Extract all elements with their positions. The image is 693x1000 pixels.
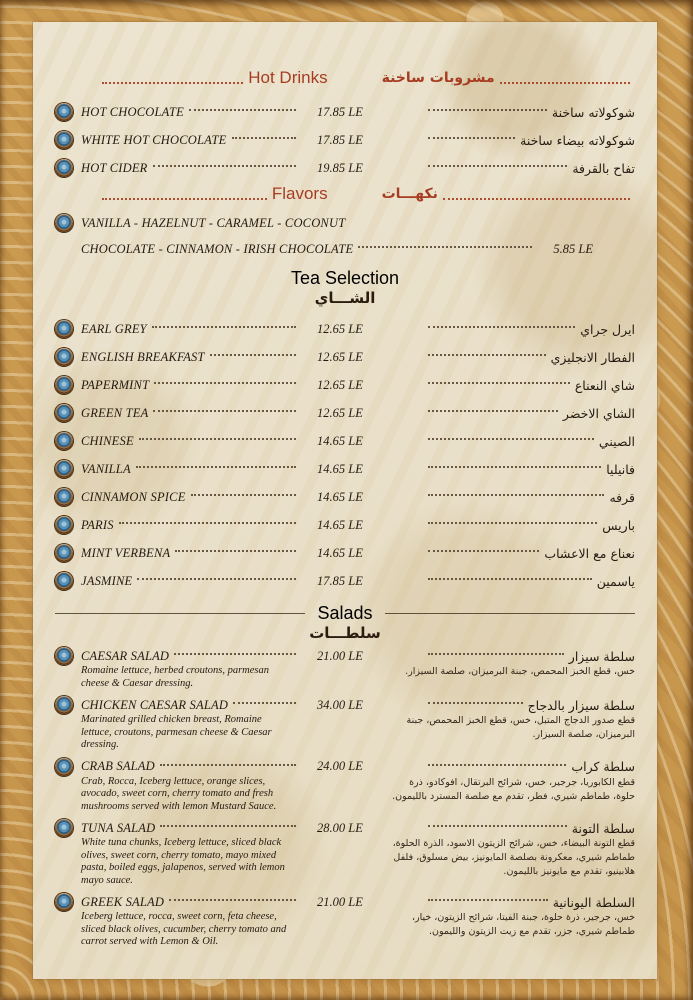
item-name-ar: تفاح بالقرفة (572, 160, 635, 176)
item-price: 17.85 LE (317, 573, 363, 588)
item-price: 12.65 LE (317, 321, 363, 336)
item-english-column (55, 572, 301, 590)
item-name-ar: فانيليا (606, 461, 635, 477)
dotted-leader (428, 438, 594, 440)
item-arabic-column (423, 518, 635, 533)
brand-badge-icon (55, 159, 73, 177)
dotted-leader (160, 764, 296, 766)
item-name-en: EARL GREY (81, 321, 147, 336)
flavors-header (55, 184, 635, 204)
salad-description-row (55, 776, 635, 814)
dotted-leader (428, 653, 564, 655)
item-name-ar: سلطة سيزار (568, 648, 635, 664)
dotted-leader (500, 82, 630, 84)
item-price: 14.65 LE (317, 489, 363, 504)
item-name-ar: سلطة كراب (571, 759, 635, 774)
item-arabic-column (423, 105, 635, 120)
hot-drinks-items (55, 98, 635, 182)
tea-selection-header (55, 268, 635, 309)
salad-menu-item (55, 893, 635, 949)
flavor-line-text: CHOCOLATE - CINNAMON - IRISH CHOCOLATE (81, 241, 354, 256)
item-name-en: HOT CHOCOLATE (81, 104, 184, 119)
item-english-column (55, 544, 301, 562)
item-english-column (55, 758, 301, 776)
dotted-leader (428, 382, 570, 384)
item-name-en: CRAB SALAD (81, 759, 155, 773)
salad-menu-item (55, 696, 635, 752)
dotted-leader (428, 522, 597, 524)
salad-description-ar: قطع صدور الدجاج المتبل، خس، قطع الخبز المحمص، جبنة البرميزان، صلصة السيزار. (406, 715, 635, 740)
item-name-en: CHINESE (81, 433, 134, 448)
horizontal-rule (385, 613, 635, 614)
item-english-column (55, 131, 301, 149)
item-name-en: CAESAR SALAD (81, 648, 170, 663)
menu-item-row (55, 315, 635, 343)
item-english-column (55, 320, 301, 338)
dotted-leader (119, 522, 296, 524)
item-name-en: ENGLISH BREAKFAST (81, 349, 205, 364)
dotted-leader (428, 410, 558, 412)
menu-item-row (55, 343, 635, 371)
item-name-en: CINNAMON SPICE (81, 489, 186, 504)
item-arabic-column (423, 895, 635, 910)
item-price: 14.65 LE (317, 517, 363, 532)
brand-badge-icon (55, 696, 73, 714)
item-name-en: PARIS (81, 517, 114, 532)
section-salads (55, 603, 635, 949)
item-arabic-column (423, 133, 635, 148)
salad-menu-item (55, 819, 635, 887)
brand-badge-icon (55, 320, 73, 338)
dotted-leader (175, 550, 296, 552)
brand-badge-icon (55, 647, 73, 665)
section-hot-drinks (55, 68, 635, 182)
item-english-column (55, 432, 301, 450)
salad-description-row (55, 837, 635, 887)
menu-page (33, 22, 657, 979)
item-name-en: GREEN TEA (81, 405, 149, 420)
item-arabic-column (423, 378, 635, 393)
item-price: 17.85 LE (317, 132, 363, 147)
menu-item-row (55, 98, 635, 126)
menu-item-row (55, 154, 635, 182)
item-name-ar: الشاي الاخضر (562, 405, 635, 421)
menu-item-row (55, 758, 635, 776)
brand-badge-icon (55, 488, 73, 506)
salad-description-ar: قطع التونة البيضاء، خس، شرائح الزيتون الاسود، الذرة الحلوة، طماطم شيري، معكرونة بصلصة المايونيز، بيض مسلوق، فلفل هلابينيو، تقدم مع مايونيز بالليمون. (392, 838, 635, 877)
item-arabic-column (423, 434, 635, 449)
horizontal-rule (55, 613, 305, 614)
salad-description-en: Marinated grilled chicken breast, Romaine lettuce, croutons, parmesan cheese & Caesar dressing. (81, 714, 272, 750)
section-title-ar: مشروبات ساخنة (381, 70, 495, 86)
item-name-en: JASMINE (81, 573, 133, 588)
item-name-ar: الفطار الانجليزي (550, 349, 635, 365)
brand-badge-icon (55, 544, 73, 562)
item-name-ar: شاي النعناع (574, 377, 635, 393)
brand-badge-icon (55, 348, 73, 366)
section-title-en: Tea Selection (290, 268, 400, 288)
brand-badge-icon (55, 376, 73, 394)
menu-item-row (55, 893, 635, 911)
hot-drinks-header (55, 68, 635, 88)
item-english-column (55, 376, 301, 394)
dotted-leader (153, 410, 296, 412)
item-english-column (55, 696, 301, 714)
item-arabic-column (423, 759, 635, 774)
item-name-ar: سلطة سيزار بالدجاج (527, 697, 635, 713)
brand-badge-icon (55, 432, 73, 450)
flavor-line-row (55, 210, 635, 236)
dotted-leader (136, 466, 296, 468)
item-name-ar: ايرل جراي (580, 321, 635, 337)
item-english-column (55, 348, 301, 366)
brand-badge-icon (55, 819, 73, 837)
dotted-leader (428, 137, 515, 139)
dotted-leader (232, 137, 297, 139)
menu-item-row (55, 126, 635, 154)
dotted-leader (428, 825, 567, 827)
menu-item-row (55, 819, 635, 837)
tea-items (55, 315, 635, 595)
dotted-leader (174, 653, 296, 655)
flavor-line-text: VANILLA - HAZELNUT - CARAMEL - COCONUT (81, 215, 346, 230)
brand-badge-icon (55, 404, 73, 422)
item-price: 21.00 LE (317, 648, 363, 663)
menu-item-row (55, 539, 635, 567)
salad-description-row (55, 911, 635, 949)
item-price: 12.65 LE (317, 405, 363, 420)
salad-description-ar: قطع الكابوريا، جرجير، خس، شرائح البرتقال، افوكادو، ذرة حلوة، طماطم شيري، فطر، تقدم مع صلصة المسترد بالليمون. (392, 776, 635, 802)
menu-item-row (55, 567, 635, 595)
brand-badge-icon (55, 103, 73, 121)
item-name-en: CHICKEN CAESAR SALAD (81, 697, 229, 712)
item-price: 19.85 LE (317, 160, 363, 175)
dotted-leader (428, 578, 592, 580)
dotted-leader (428, 550, 539, 552)
item-arabic-column (423, 574, 635, 589)
menu-item-row (55, 399, 635, 427)
dotted-leader (154, 382, 296, 384)
item-name-en: HOT CIDER (81, 160, 148, 175)
menu-item-row (55, 511, 635, 539)
dotted-leader (233, 702, 296, 704)
item-arabic-column (423, 546, 635, 561)
item-name-ar: ياسمين (596, 573, 635, 589)
item-name-ar: شوكولاته ساخنة (551, 104, 635, 120)
dotted-leader (153, 165, 296, 167)
dotted-leader (428, 165, 567, 167)
item-english-column (55, 516, 301, 534)
item-arabic-column (423, 161, 635, 176)
brand-badge-icon (55, 516, 73, 534)
item-price: 14.65 LE (317, 461, 363, 476)
item-english-column (55, 893, 301, 911)
menu-item-row (55, 696, 635, 714)
item-english-column (55, 819, 301, 837)
item-english-column (55, 159, 301, 177)
item-price: 12.65 LE (317, 377, 363, 392)
menu-item-row (55, 427, 635, 455)
item-name-ar: نعناع مع الاعشاب (544, 545, 635, 561)
item-price: 21.00 LE (317, 894, 363, 909)
salad-description-ar: خس، جرجير، ذرة حلوة، جبنة الفيتا، شرائح الزيتون، خيار، طماطم شيري، جزر، تقدم مع زيت الزيتون والليمون. (411, 912, 635, 937)
salad-description-en: Romaine lettuce, herbed croutons, parmesan cheese & Caesar dressing. (81, 665, 269, 689)
brand-badge-icon (55, 460, 73, 478)
item-name-ar: باريس (602, 517, 635, 533)
item-english-column (55, 488, 301, 506)
menu-item-row (55, 483, 635, 511)
item-name-en: WHITE HOT CHOCOLATE (81, 132, 227, 147)
flavor-line-row (55, 236, 635, 262)
dotted-leader (189, 109, 296, 111)
item-name-en: MINT VERBENA (81, 545, 171, 560)
dotted-leader (160, 825, 296, 827)
item-english-column (55, 460, 301, 478)
salad-menu-item (55, 758, 635, 814)
dotted-leader (358, 246, 532, 248)
item-name-ar: قرفه (609, 489, 635, 505)
item-price: 28.00 LE (317, 820, 363, 835)
item-name-en: PAPERMINT (81, 377, 150, 392)
item-name-ar: السلطة اليونانية (552, 894, 635, 910)
item-arabic-column (423, 490, 635, 505)
menu-item-row (55, 371, 635, 399)
menu-item-row (55, 455, 635, 483)
dotted-leader (443, 198, 630, 200)
salad-description-en: Iceberg lettuce, rocca, sweet corn, feta cheese, sliced black olives, cucumber, cherry tomato and carrot served with Lemon & Oil. (81, 911, 287, 947)
dotted-leader (428, 494, 604, 496)
item-arabic-column (423, 322, 635, 337)
brand-badge-icon (55, 214, 73, 232)
salad-description-en: White tuna chunks, Iceberg lettuce, sliced black olives, sweet corn, cherry tomato, mayo mixed pasta, boiled eggs, jalapenos, served with lemon mayo sauce. (81, 837, 285, 886)
brand-badge-icon (55, 131, 73, 149)
section-title-ar: سلطـــات (309, 624, 381, 642)
item-english-column (55, 103, 301, 121)
brand-badge-icon (55, 572, 73, 590)
item-price: 17.85 LE (317, 104, 363, 119)
dotted-leader (152, 326, 296, 328)
item-name-ar: سلطة التونة (571, 820, 635, 836)
item-name-en: VANILLA (81, 461, 131, 476)
dotted-leader (169, 899, 296, 901)
dotted-leader (428, 702, 523, 704)
item-english-column (55, 404, 301, 422)
flavors-lines (55, 210, 635, 262)
section-title-ar: الشـــاي (314, 289, 376, 307)
item-arabic-column (423, 649, 635, 664)
salad-description-en: Crab, Rocca, Iceberg lettuce, orange slices, avocado, sweet corn, cherry tomato and fresh mushrooms served with lemon Mustard Sauce. (81, 775, 277, 812)
section-title-en: Flavors (271, 184, 328, 203)
section-title-en: Salads (317, 603, 373, 623)
salad-menu-item (55, 647, 635, 690)
brand-badge-icon (55, 758, 73, 776)
dotted-leader (191, 494, 296, 496)
section-flavors (55, 184, 635, 262)
item-name-en: GREEK SALAD (81, 894, 165, 909)
item-arabic-column (423, 821, 635, 836)
dotted-leader (210, 354, 296, 356)
dotted-leader (102, 198, 267, 200)
salad-description-row (55, 714, 635, 752)
item-english-column (55, 647, 301, 665)
salad-items (55, 647, 635, 949)
section-tea-selection (55, 268, 635, 595)
section-title-en: Hot Drinks (248, 68, 328, 87)
dotted-leader (428, 899, 548, 901)
flavor-price: 5.85 LE (553, 241, 593, 256)
dotted-leader (428, 326, 575, 328)
item-price: 12.65 LE (317, 349, 363, 364)
section-title-ar: نكهـــات (381, 186, 438, 202)
item-name-ar: الصيني (598, 433, 635, 449)
salads-header (55, 603, 635, 643)
salad-description-ar: خس، قطع الخبز المحمص، جبنة البرميزان، صلصة السيزار. (405, 666, 635, 677)
dotted-leader (137, 578, 296, 580)
item-price: 14.65 LE (317, 433, 363, 448)
brand-badge-icon (55, 893, 73, 911)
item-price: 14.65 LE (317, 545, 363, 560)
item-arabic-column (423, 698, 635, 713)
item-name-en: TUNA SALAD (81, 820, 156, 835)
menu-item-row (55, 647, 635, 665)
dotted-leader (428, 109, 547, 111)
salad-description-row (55, 665, 635, 690)
item-arabic-column (423, 462, 635, 477)
item-name-ar: شوكولاته بيضاء ساخنة (520, 132, 635, 148)
dotted-leader (428, 354, 546, 356)
dotted-leader (102, 82, 243, 84)
dotted-leader (139, 438, 296, 440)
item-price: 34.00 LE (317, 697, 363, 712)
dotted-leader (428, 764, 566, 766)
item-arabic-column (423, 350, 635, 365)
dotted-leader (428, 466, 601, 468)
item-price: 24.00 LE (317, 759, 363, 773)
item-arabic-column (423, 406, 635, 421)
